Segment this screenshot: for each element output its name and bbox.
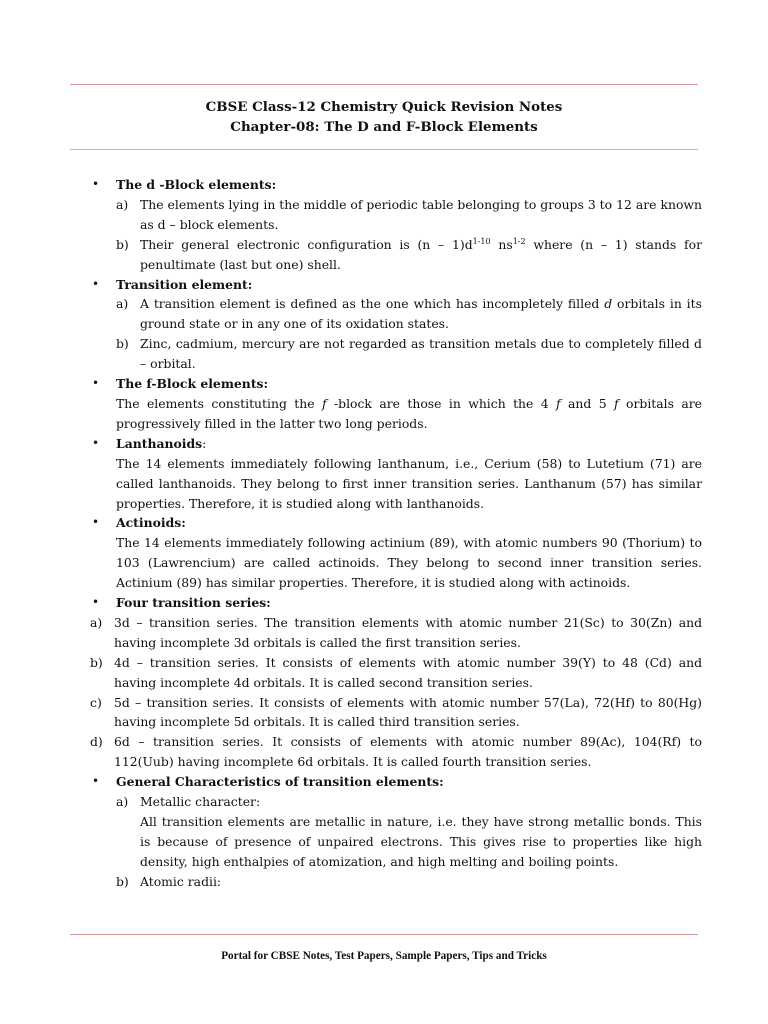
item-text: The elements lying in the middle of periodic table belonging to groups 3 to 12 are known as d – block elements. (140, 196, 702, 232)
section-general-characteristics (90, 772, 702, 891)
list-item (116, 195, 702, 235)
superscript: 1-2 (512, 236, 526, 246)
item-label: b) (116, 873, 129, 889)
item-title: Atomic radii: (140, 873, 222, 889)
footer-rule (70, 934, 698, 935)
item-label: a) (116, 794, 129, 810)
item-text: Their general electronic configuration is (n – 1)d (140, 236, 473, 252)
section-d-block (90, 175, 702, 275)
document-title: CBSE Class-12 Chemistry Quick Revision Notes (205, 99, 563, 115)
item-label: c) (90, 694, 102, 710)
section-heading: The d -Block elements: (116, 177, 277, 192)
section-paragraph: The 14 elements immediately following lanthanum, i.e., Cerium (58) to Lutetium (71) are called lanthanoids. They belong to first inner transition series. Lanthanum (57) has similar properties. Therefore, it is studied along with lanthanoids. (116, 455, 702, 511)
italic-text: f (614, 395, 619, 411)
item-label: a) (116, 196, 129, 212)
section-transition-element (90, 275, 702, 375)
item-text: orbitals in its ground state or in any one of its oxidation states. (140, 296, 702, 332)
section-paragraph: The 14 elements immediately following actinium (89), with atomic numbers 90 (Thorium) to 103 (Lawrencium) are called actinoids. They belong to second inner transition series. Actinium (89) has similar properties. Therefore, it is studied along with actinoids. (116, 535, 702, 591)
heading-text: Lanthanoids (116, 435, 203, 451)
section-heading: The f-Block elements: (116, 376, 269, 392)
item-title: Metallic character: (140, 794, 261, 810)
item-text: 3d – transition series. The transition elements with atomic number 21(Sc) to 30(Zn) and having incomplete 3d orbitals is called the first transition series. (114, 614, 702, 650)
paragraph-text: The elements constituting the (116, 395, 322, 411)
header-bottom-rule (70, 149, 698, 150)
italic-text: f (321, 395, 327, 411)
notes-content (90, 175, 702, 892)
section-f-block (90, 374, 702, 434)
list-item (116, 235, 702, 275)
list-item (90, 693, 702, 733)
section-paragraph (116, 394, 702, 434)
section-lanthanoids (90, 434, 702, 514)
section-heading: General Characteristics of transition elements: (116, 774, 444, 790)
section-heading: Four transition series: (116, 595, 271, 611)
item-label: a) (116, 296, 129, 312)
paragraph-text: orbitals are progressively filled in the latter two long periods. (116, 395, 703, 431)
bullet-icon: • (92, 177, 100, 191)
item-label: d) (90, 734, 103, 750)
item-text: Zinc, cadmium, mercury are not regarded as transition metals due to completely filled d – orbital. (140, 336, 702, 372)
item-label: a) (90, 614, 103, 630)
item-text: where (n – 1) stands for penultimate (last but one) shell. (140, 236, 702, 272)
list-item (116, 294, 702, 334)
paragraph-text: and 5 (560, 395, 615, 411)
bullet-icon: • (92, 435, 100, 450)
heading-colon: : (202, 435, 207, 451)
list-item (90, 653, 702, 693)
italic-text: d (604, 296, 613, 312)
item-label: b) (116, 336, 129, 352)
bullet-icon: • (92, 595, 100, 610)
section-transition-series (90, 593, 702, 613)
item-text: A transition element is defined as the one which has incompletely filled (140, 296, 605, 312)
section-heading: Actinoids: (116, 515, 186, 531)
footer-text: Portal for CBSE Notes, Test Papers, Sample Papers, Tips and Tricks (221, 950, 547, 962)
list-item (90, 732, 702, 772)
paragraph-text: -block are those in which the 4 (326, 395, 557, 411)
chapter-title: Chapter-08: The D and F-Block Elements (230, 119, 538, 135)
item-text: All transition elements are metallic in nature, i.e. they have strong metallic bonds. This is because of presence of unpaired electrons. This gives rise to properties like high density, high enthalpies of atomization, and high melting and boiling points. (140, 814, 702, 869)
bullet-icon: • (92, 515, 100, 530)
section-heading (116, 434, 702, 454)
bullet-icon: • (92, 276, 100, 291)
item-text: ns (490, 236, 513, 252)
list-item (116, 872, 702, 892)
list-item (116, 792, 702, 872)
section-heading: Transition element: (116, 276, 253, 292)
section-actinoids (90, 513, 702, 593)
bullet-icon: • (92, 774, 100, 789)
header-top-rule (70, 84, 698, 85)
italic-text: f (556, 395, 561, 411)
superscript: 1-10 (472, 236, 491, 246)
bullet-icon: • (92, 376, 100, 391)
item-text: 4d – transition series. It consists of elements with atomic number 39(Y) to 48 (Cd) and having incomplete 4d orbitals. It is called second transition series. (114, 654, 702, 690)
list-item (116, 334, 702, 374)
item-text: 5d – transition series. It consists of elements with atomic number 57(La), 72(Hf) to 80(Hg) having incomplete 5d orbitals. It is called third transition series. (114, 694, 702, 730)
item-text: 6d – transition series. It consists of elements with atomic number 89(Ac), 104(Rf) to 112(Uub) having incomplete 6d orbitals. It is called fourth transition series. (114, 734, 702, 770)
item-label: b) (90, 654, 103, 670)
list-item (90, 613, 702, 653)
item-label: b) (116, 236, 129, 252)
